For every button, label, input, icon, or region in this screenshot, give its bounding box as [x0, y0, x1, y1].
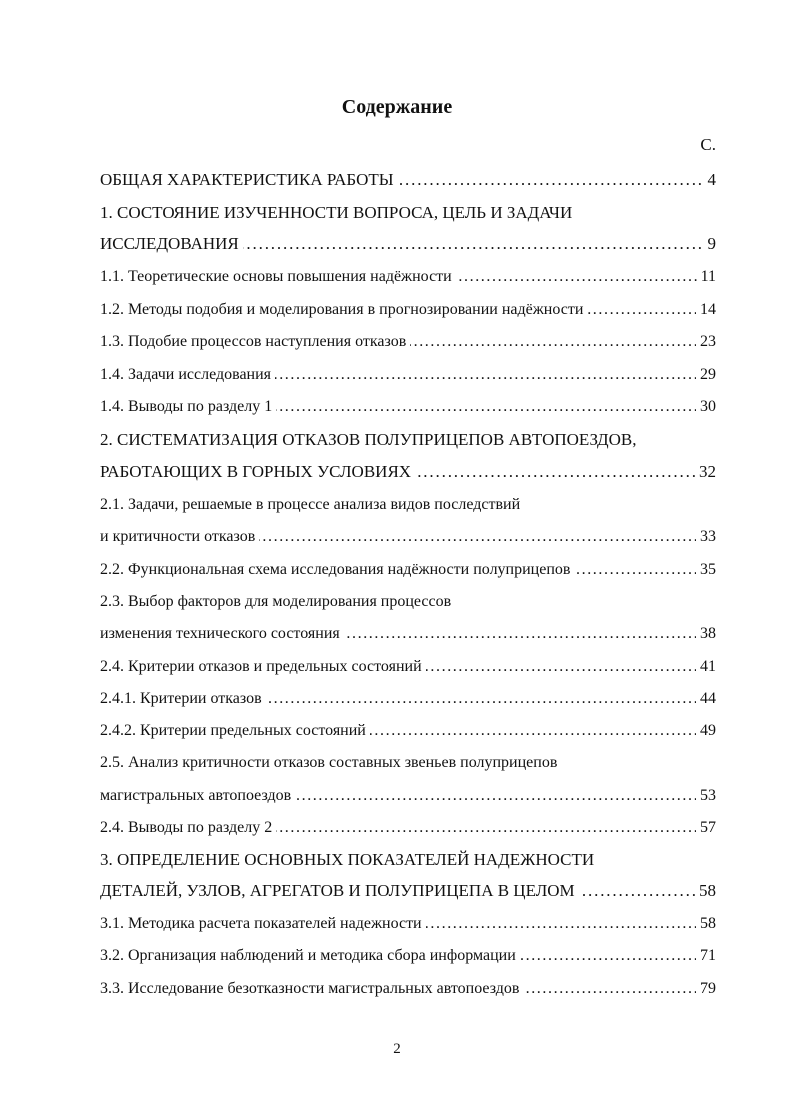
toc-entry-text: ОБЩАЯ ХАРАКТЕРИСТИКА РАБОТЫ	[100, 170, 398, 189]
toc-entry-text: магистральных автопоездов	[100, 787, 295, 804]
toc-entry-text: 3.3. Исследование безотказности магистральных автопоездов	[100, 980, 523, 997]
toc-entry-page: 11	[697, 267, 716, 287]
page-number: 2	[393, 1041, 401, 1057]
toc-entry	[100, 689, 716, 709]
toc-entry	[100, 753, 716, 773]
toc-entry-text: 3.1. Методика расчета показателей надежности	[100, 915, 426, 932]
toc-entry-page: 71	[696, 946, 716, 966]
toc-entry-text: 2.5. Анализ критичности отказов составных звеньев полуприцепов	[100, 754, 561, 771]
toc-entry	[100, 850, 716, 870]
toc-entry-page: 57	[696, 818, 716, 838]
toc-entry-text: 1.1. Теоретические основы повышения надёжности	[100, 268, 456, 285]
toc-entry-text: 3. ОПРЕДЕЛЕНИЕ ОСНОВНЫХ ПОКАЗАТЕЛЕЙ НАДЕЖНОСТИ	[100, 850, 598, 869]
toc-entry-text: 2.1. Задачи, решаемые в процессе анализа видов последствий	[100, 496, 524, 513]
toc-entry-text: 1.4. Выводы по разделу 1	[100, 398, 276, 415]
toc-entry-text: ИССЛЕДОВАНИЯ	[100, 234, 243, 253]
toc-entry-text: 1.4. Задачи исследования	[100, 366, 275, 383]
toc-entry	[100, 818, 716, 838]
toc-entry-text: 1. СОСТОЯНИЕ ИЗУЧЕННОСТИ ВОПРОСА, ЦЕЛЬ И ЗАДАЧИ	[100, 203, 576, 222]
toc-entry	[100, 430, 716, 450]
toc-entry	[100, 721, 716, 741]
toc-entry	[100, 527, 716, 547]
toc-entry-text: РАБОТАЮЩИХ В ГОРНЫХ УСЛОВИЯХ	[100, 462, 415, 481]
page-column-label: С.	[700, 135, 716, 154]
toc-entry	[100, 365, 716, 385]
toc-entry-text: 1.2. Методы подобия и моделирования в прогнозировании надёжности	[100, 301, 587, 318]
toc-entry-page: 4	[704, 170, 717, 190]
toc-entry-page: 53	[696, 786, 716, 806]
toc-entry-text: изменения технического состояния	[100, 625, 344, 642]
toc-entry	[100, 495, 716, 515]
toc-entry-page: 38	[696, 624, 716, 644]
toc-entry	[100, 234, 716, 254]
toc-entry-page: 44	[696, 689, 716, 709]
toc-entry-page: 58	[695, 881, 716, 901]
toc-entry-text: 2.3. Выбор факторов для моделирования процессов	[100, 593, 455, 610]
toc-entry-text: 2. СИСТЕМАТИЗАЦИЯ ОТКАЗОВ ПОЛУПРИЦЕПОВ АВТОПОЕЗДОВ,	[100, 430, 640, 449]
toc-entry-page: 14	[696, 300, 716, 320]
toc-entry-page: 79	[696, 979, 716, 999]
toc-entry	[100, 462, 716, 482]
toc-entry-page: 58	[696, 914, 716, 934]
page-title: Содержание	[341, 96, 453, 118]
toc-entry	[100, 560, 716, 580]
toc-entry-text: 3.2. Организация наблюдений и методика сбора информации	[100, 947, 520, 964]
toc-entry-text: 2.4. Критерии отказов и предельных состояний	[100, 658, 426, 675]
toc-entry-page: 23	[696, 332, 716, 352]
toc-entry	[100, 332, 716, 352]
toc-entry	[100, 946, 716, 966]
toc-entry-page: 49	[696, 721, 716, 741]
toc-entry-page: 41	[696, 657, 716, 677]
toc-entry-text: 2.4. Выводы по разделу 2	[100, 819, 276, 836]
toc-entry	[100, 170, 716, 190]
toc-entry	[100, 786, 716, 806]
toc-entry-text: 1.3. Подобие процессов наступления отказов	[100, 333, 410, 350]
toc-entry-page: 9	[704, 234, 717, 254]
toc-entry-text: 2.4.1. Критерии отказов	[100, 690, 266, 707]
toc-entry	[100, 624, 716, 644]
toc-entry	[100, 657, 716, 677]
toc-entry	[100, 203, 716, 223]
toc-entry	[100, 881, 716, 901]
toc-entry	[100, 397, 716, 417]
toc-entry	[100, 267, 716, 287]
toc-entry-page: 30	[696, 397, 716, 417]
toc-entry-text: 2.4.2. Критерии предельных состояний	[100, 722, 370, 739]
toc-entry-text: 2.2. Функциональная схема исследования надёжности полуприцепов	[100, 561, 574, 578]
toc-entry	[100, 979, 716, 999]
toc-entry	[100, 300, 716, 320]
toc-entry-page: 33	[696, 527, 716, 547]
toc-entry-page: 32	[695, 462, 716, 482]
toc-entry	[100, 592, 716, 612]
toc-entry-text: ДЕТАЛЕЙ, УЗЛОВ, АГРЕГАТОВ И ПОЛУПРИЦЕПА В ЦЕЛОМ	[100, 881, 579, 900]
toc-entry-page: 29	[696, 365, 716, 385]
toc-entry	[100, 914, 716, 934]
toc-entry-page: 35	[696, 560, 716, 580]
toc-entry-text: и критичности отказов	[100, 528, 259, 545]
